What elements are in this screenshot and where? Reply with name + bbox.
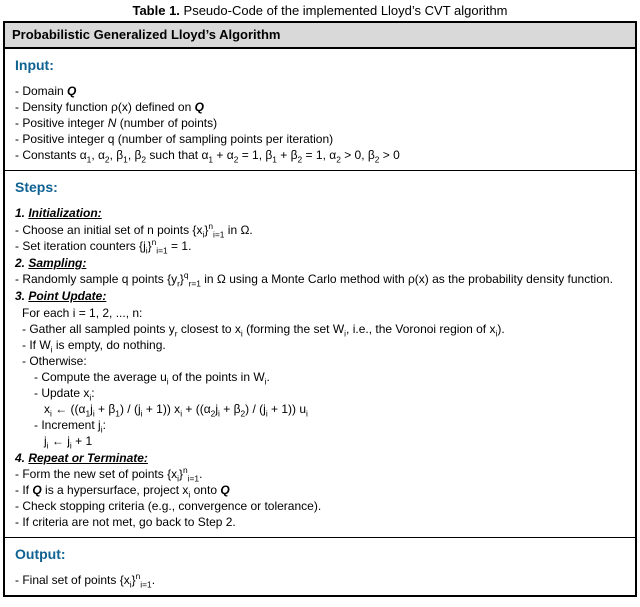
pseudo-code-line: $x_i$ ← $((\alpha_1j_i + \beta_1) / (j_i + 1)) x_i + ((\alpha_2j_i + \beta_2) / (j_i + 1))$ $u_i$ [44,401,308,418]
pseudo-code-line: - Density function ρ(x) defined on Q [15,100,204,114]
pseudo-code-line: - Set iteration counters $\{j_i\}^n_{i=1} = 1$. [15,236,192,255]
input-heading: Input: [15,57,54,73]
table-caption-label: Table 1. [132,3,180,18]
step-title: Sampling: [28,255,87,270]
table-caption [0,0,640,21]
step-title: Initialization: [28,206,102,220]
pseudo-code-line: - Randomly sample q points $\{y_r\}^q_{r=1}$ in Ω using a Monte Carlo method with ρ(x) as the probability density function. [15,270,613,289]
pseudo-code-line: - Positive integer q (number of sampling points per iteration) [15,132,334,146]
pseudo-code-line: - Update $x_i$: [34,385,95,402]
step-number: 4. [15,450,29,465]
pseudo-code-line: - Positive integer N (number of points) [15,116,218,130]
step-title: Point Update: [28,289,107,303]
output-heading: Output: [15,546,66,562]
output-section [5,537,635,595]
input-lines [13,83,627,163]
pseudo-code-line: - Compute the average $u_i$ of the points in $W_i$. [34,369,270,386]
pseudo-code-line: - Otherwise: [22,353,87,368]
algorithm-title: Probabilistic Generalized Lloyd’s Algorithm [12,27,281,42]
step-heading [13,205,627,222]
pseudo-code-line: - Form the new set of points $\{x_i\}^n_{i=1}$. [15,465,203,484]
input-section [5,49,635,170]
pseudo-code-line: - Domain Q [15,84,77,98]
pseudo-code-line: - Gather all sampled points $y_r$ closest to $x_i$ (forming the set $W_i$, i.e., the Voronoi region of $x_i$). [22,321,505,338]
step-heading [13,288,627,305]
steps-blocks [13,205,627,530]
pseudo-code-line: - Check stopping criteria (e.g., convergence or tolerance). [15,499,322,513]
pseudo-code-line: $j_i$ ← $j_i + 1$ [44,433,93,450]
pseudo-code-line: - Final set of points $\{x_i\}^n_{i=1}$. [15,571,156,590]
step-number: 1. [15,206,29,220]
output-lines [13,572,627,588]
pseudo-code-line: - If criteria are not met, go back to Step 2. [15,515,236,529]
table-caption-text: Pseudo-Code of the implemented Lloyd’s CVT algorithm [179,3,508,18]
algorithm-table [3,21,637,597]
pseudo-code-line: For each i = 1, 2, ..., n: [22,305,143,320]
step-number: 3. [15,289,29,303]
step-title: Repeat or Terminate: [28,450,148,465]
pseudo-code-line: - If Q is a hypersurface, project $x_i$ onto Q [15,483,230,500]
step-number: 2. [15,255,29,270]
steps-section [5,170,635,537]
pseudo-code-line: - Increment $j_i$: [34,417,106,434]
step-heading [13,255,627,272]
step-heading [13,450,627,467]
table-header-row [5,23,635,49]
pseudo-code-line: - If $W_i$ is empty, do nothing. [22,337,166,354]
pseudo-code-line: - Constants $\alpha_1$, $\alpha_2$, $\beta_1$, $\beta_2$ such that $\alpha_1 + \alpha_2 = 1$, $\beta_1 + \beta_2 = 1$, $\alpha_2 > 0$, $\beta_2 > 0$ [15,148,400,165]
pseudo-code-line: - Choose an initial set of n points $\{x_i\}^n_{i=1}$ in Ω. [15,220,253,239]
steps-heading: Steps: [15,179,58,195]
